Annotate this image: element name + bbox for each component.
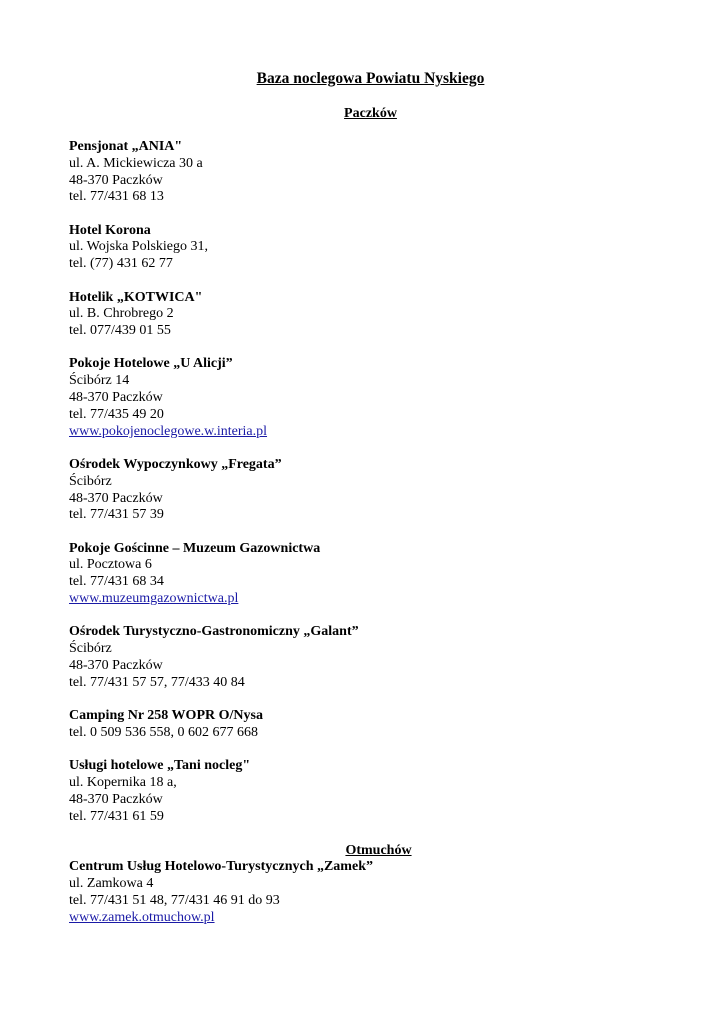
section-heading-otmuchow: Otmuchów [345,843,412,859]
entry-detail-line: 48-370 Paczków [69,490,163,506]
entry-detail-line: tel. 77/431 61 59 [69,808,164,824]
entry-detail-line: tel. 77/431 57 39 [69,507,164,523]
entry-website-link[interactable]: www.pokojenoclegowe.w.interia.pl [69,423,268,439]
entry-name: Ośrodek Turystyczno-Gastronomiczny „Galant” [69,624,359,640]
document-page [69,68,656,943]
entry-website-link[interactable]: www.muzeumgazownictwa.pl [69,591,239,607]
entry-detail-line: ul. Kopernika 18 a, [69,774,177,790]
entry-name: Pokoje Hotelowe „U Alicji” [69,356,233,372]
entry-detail-line: ul. Zamkowa 4 [69,876,154,892]
entry-name: Usługi hotelowe „Tani nocleg" [69,758,251,774]
entry-detail-line: ul. A. Mickiewicza 30 a [69,155,203,171]
accommodation-entry [69,356,656,440]
entry-detail-line: tel. 077/439 01 55 [69,323,171,339]
accommodation-entry [69,758,656,825]
entry-detail-line: 48-370 Paczków [69,657,163,673]
entry-name: Camping Nr 258 WOPR O/Nysa [69,708,263,724]
entry-detail-line: tel. 77/431 68 13 [69,189,164,205]
entry-detail-line: 48-370 Paczków [69,172,163,188]
entry-detail-line: Ścibórz [69,641,112,657]
entry-detail-line: tel. 77/431 51 48, 77/431 46 91 do 93 [69,892,280,908]
accommodation-entry [69,139,656,206]
entry-detail-line: ul. B. Chrobrego 2 [69,306,174,322]
entry-detail-line: 48-370 Paczków [69,390,163,406]
entry-name: Pokoje Gościnne – Muzeum Gazownictwa [69,540,321,556]
entry-name: Ośrodek Wypoczynkowy „Fregata” [69,456,282,472]
accommodation-entry [69,223,656,273]
entry-name: Hotelik „KOTWICA" [69,289,203,305]
entry-detail-line: tel. 77/431 57 57, 77/433 40 84 [69,674,245,690]
accommodation-entry [69,290,656,340]
accommodation-entry [69,457,656,524]
entry-detail-line: ul. Wojska Polskiego 31, [69,239,209,255]
entry-detail-line: tel. 77/431 68 34 [69,574,164,590]
entry-detail-line: tel. (77) 431 62 77 [69,256,173,272]
entry-name: Centrum Usług Hotelowo-Turystycznych „Zamek” [69,859,373,875]
entry-detail-line: 48-370 Paczków [69,791,163,807]
entry-detail-line: ul. Pocztowa 6 [69,557,152,573]
entry-detail-line: tel. 0 509 536 558, 0 602 677 668 [69,724,258,740]
accommodation-entry [69,541,656,608]
entry-name: Hotel Korona [69,222,151,238]
entry-website-link[interactable]: www.zamek.otmuchow.pl [69,909,215,925]
listing-otmuchow [69,859,656,926]
entry-detail-line: tel. 77/435 49 20 [69,406,164,422]
entry-name: Pensjonat „ANIA" [69,139,183,154]
entry-detail-line: Ścibórz [69,473,112,489]
accommodation-entry [69,624,656,691]
listing-paczkow [69,139,656,825]
accommodation-entry [69,859,656,926]
section-heading-paczkow: Paczków [344,106,397,121]
document-title: Baza noclegowa Powiatu Nyskiego [256,70,485,87]
entry-detail-line: Ścibórz 14 [69,373,130,389]
accommodation-entry [69,708,656,742]
